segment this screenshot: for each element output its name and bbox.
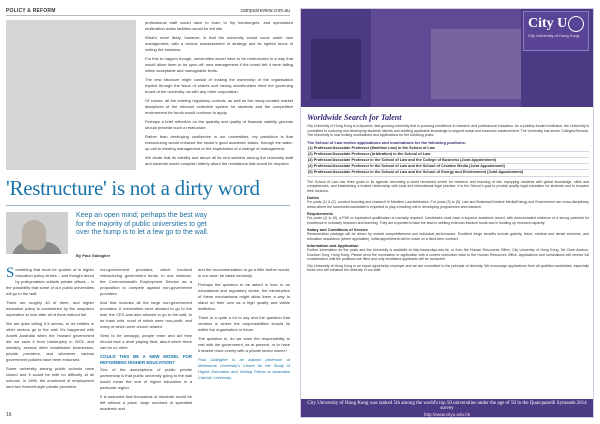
position-item: (3) Professor/Associate Professor in the School of Law and the College of Business (Joint Appointment) xyxy=(307,158,589,164)
banner-shape xyxy=(431,29,521,99)
page-header xyxy=(6,8,296,18)
ranking-line: City University of Hong Kong was ranked 5th among the world's top 50 universities under the age of 50 in the Quacquarelli Symonds 2014 survey xyxy=(307,401,587,411)
ad-banner-image xyxy=(301,9,593,107)
article-byline: By Paul Gallagher xyxy=(76,253,111,258)
paragraph: professional staff would have to learn to flip hamburgers, and specialised multimillion-dollar facilities would be left idle. xyxy=(145,20,293,31)
drop-cap: S xyxy=(6,265,15,281)
info-text: Further information on the posts and the University is available at http://www.cityu.edu.hk, or from the Human Resources Office, City University of Hong Kong, Tat Chee Avenue, Kowloon Tong, Hong Kong. Please send the nomination or application with a current curriculum vitae to the Human Resources Office. Applications and nominations will receive full consideration until the positions are filled and only shortlisted applicants will be contacted. xyxy=(307,248,589,262)
photo-face xyxy=(22,220,46,250)
author-photo xyxy=(6,212,68,254)
ad-school-text: The School of Law has three goals in its agenda: becoming a world renowned centre for research and teaching of law, equipping students with global knowledge, skills and competencies, and establishing a trusted relationship with local and international legal practice. It is the School's goal to provide quality legal education for students and to broaden their horizons. xyxy=(307,179,589,193)
paragraph: Seek to be unhappy, people enter and act they should face a level playing field, about which there can be no other. xyxy=(100,333,192,350)
headline-divider xyxy=(6,205,290,206)
paragraph: Perhaps the question to be asked is how, in an educational and regulatory sense, the introduction of these mechanisms might allow them a way to stand on their own as a high quality and viable institution. xyxy=(198,282,290,311)
article-standfirst: Keep an open mind; perhaps the best way for the majority of public universities to get over the hump is to let a few go to the wall. xyxy=(76,212,209,236)
paragraph: For this to happen though, universities would have to be restructured in a way that would allow them to be spun-off: new management if the board felt it were falling within acceptable and manageable limits. xyxy=(145,56,293,73)
paragraph: We doubt that its viability and above all its rent seekers among the university staff and students would complain bitterly about the revelations that would be required. xyxy=(145,155,293,166)
positions-heading: The School of Law invites applications and nominations for the following positions: xyxy=(307,139,467,145)
paragraph: And that includes all the large non-government providers. If universities were allowed to go to the wall, the CES was also allowed to go to the wall, to be frank with, most of which were non-profit, and many of which were church related. xyxy=(100,300,192,329)
position-item: (5) Professor/Associate Professor in the School of Law and the School of Energy and Environment (Joint Appointment) xyxy=(307,170,589,176)
closing-text: City University of Hong Kong is an equal opportunity employer and we are committed to the principle of diversity. We encourage applications from all qualified candidates, especially those who will enhance the diversity of our staff. xyxy=(307,263,589,273)
paragraph: It is assumed that thousands of students would be left without a place, large numbers of specialist academic and xyxy=(100,394,192,411)
requirements-text: For posts (1) to (5), a PhD or equivalent qualification is normally required. Candidates must have a superior academic record, with demonstrated evidence of a strong potential for excellence in scholarly research and teaching. They are expected to take the lead in seeking external research funds and in building up research capacity. xyxy=(307,216,589,225)
salary-text: Remuneration package will be driven by market competitiveness and individual performance. Excellent fringe benefits include gratuity, leave, medical and dental schemes, and relocation assistance (where applicable). Initial appointment will be made on a fixed-term contract. xyxy=(307,232,589,241)
paragraph: Rather than destroying confidence in our universities, my prediction is that restructuring would enhance the sector's good academic status, through the wake-up call to existing management or the expectation of a change of management. xyxy=(145,134,293,151)
paragraph: The new structure might consist of making the ownership of the organisation explicit through the issue of shares and having shareholders elect the governing board of the university, as with any other corporation. xyxy=(145,77,293,94)
paragraph: The question is, do we want the responsibility to rest with the government, as at present, or to have it shared more evenly with a private sector owner? xyxy=(198,336,290,353)
paragraph: and the recommendation to go a little further would, in our case, be taken seriously. xyxy=(198,267,290,278)
author-bio: Paul Gallagher is an adjunct professor at Melbourne University's Centre for the Study of Higher Education and Visiting Fellow at Australian Catholic University. xyxy=(198,357,290,380)
article-column-1 xyxy=(6,267,94,393)
duties-heading: Duties xyxy=(307,195,319,201)
paragraph: What's more likely, however, is that the university would come under new management, with a vicious reassessment of strategy and its rightful focus of cutting the business. xyxy=(145,35,293,52)
paragraph: Perhaps a brief reflection on the quantity and quality of financial viability grounds should precede such a restructure. xyxy=(145,119,293,130)
paragraph: Some university among public schools have closed and it would be with no difficulty at all schools. In 1996, the enrolment of employment sent two Kennett-style private providers. xyxy=(6,366,94,389)
top-image-block xyxy=(6,20,136,170)
paragraph: non-government providers, which involved restructuring government funds. In one instance, the Commonwealth Employment Service as a proposition to compete against non-government providers. xyxy=(100,267,192,296)
university-logo[interactable] xyxy=(523,11,589,51)
article-column-top xyxy=(145,20,293,170)
paragraph: We are quite willing if it seems, to let entities in other sectors go to the wall. It's happened with Ansett Australia when the Howard government did not save it from bankruptcy in 2001, and similarly, several other established businesses, private providers, and whenever various government policies have been endorsed. xyxy=(6,321,94,362)
section-label: POLICY & REFORM xyxy=(6,8,56,14)
page-number: 16 xyxy=(6,412,12,418)
salary-heading: Salary and Conditions of Service xyxy=(307,227,368,233)
header-divider xyxy=(6,15,290,16)
ad-website-link[interactable]: http://www.cityu.edu.hk xyxy=(423,412,471,417)
paragraph: There is a quite a lot to say and the question that remains is where the responsibilities should lie within the organisation in future. xyxy=(198,315,290,332)
position-item: (2) Professor/Associate Professor (Arbitration) in the School of Law xyxy=(307,152,589,158)
logo-subtitle: City University of Hong Kong xyxy=(528,33,580,38)
article-subheading: COULD THIS BE A NEW MODEL FOR REFORMING HIGHER EDUCATION? xyxy=(100,354,192,365)
site-url[interactable]: campusreview.com.au xyxy=(240,8,290,14)
ad-intro: City University of Hong Kong is a dynamic, fast-growing university that is pursuing excellence in research and professional education. As a publicly-funded institution, the University is committed to nurturing and developing students' talents and creating applicable knowledge to support social and economic advancement. The University has seven Colleges/Schools. The University is now inviting nominations and applications for the following posts: xyxy=(307,124,589,137)
article-headline: 'Restructure' is not a dirty word xyxy=(6,176,260,200)
paragraph: omething that must be spoken of in higher education policy circles – and thought about by policymakers outside private offices – is the possibility that some of our public universities will go to the wall. xyxy=(6,267,94,296)
position-item: (1) Professor/Associate Professor (Maritime Law) in the School of Law xyxy=(307,146,589,152)
paragraph: One of the assumptions of public private partnership is that public university going to the wall would mean the end of higher education in a particular region. xyxy=(100,367,192,390)
ad-footer xyxy=(301,399,593,417)
logo-emblem-icon xyxy=(568,16,584,32)
article-column-2 xyxy=(100,267,192,415)
requirements-heading: Requirements xyxy=(307,211,333,217)
paragraph: There are roughly 40 of them, and higher education policy is constrained by the unspoken imperative to look after all of them without fail. xyxy=(6,300,94,317)
ad-body xyxy=(307,113,589,275)
duties-text: For posts (1) & (2), conduct teaching and research in Maritime Law/Arbitration. For posts (3) to (5), Law and Business/Creative Media/Energy and Environment are cross-disciplinary areas where the successful candidate is expected to play a leading role in developing programmes and research. xyxy=(307,200,589,209)
banner-shape xyxy=(311,39,361,99)
ad-title: Worldwide Search for Talent xyxy=(307,113,402,122)
logo-name: City U xyxy=(528,16,568,31)
paragraph: Of course, all the existing regulatory controls, as well as the newly-created market disciplines of the relevant collective system for students and the competitive environment for funds would continue to apply. xyxy=(145,98,293,115)
position-item: (4) Professor/Associate Professor in the School of Law and the School of Creative Media (Joint Appointment) xyxy=(307,164,589,170)
article-column-3 xyxy=(198,267,290,384)
info-heading: Information and Application xyxy=(307,243,359,249)
job-advertisement xyxy=(300,8,594,418)
